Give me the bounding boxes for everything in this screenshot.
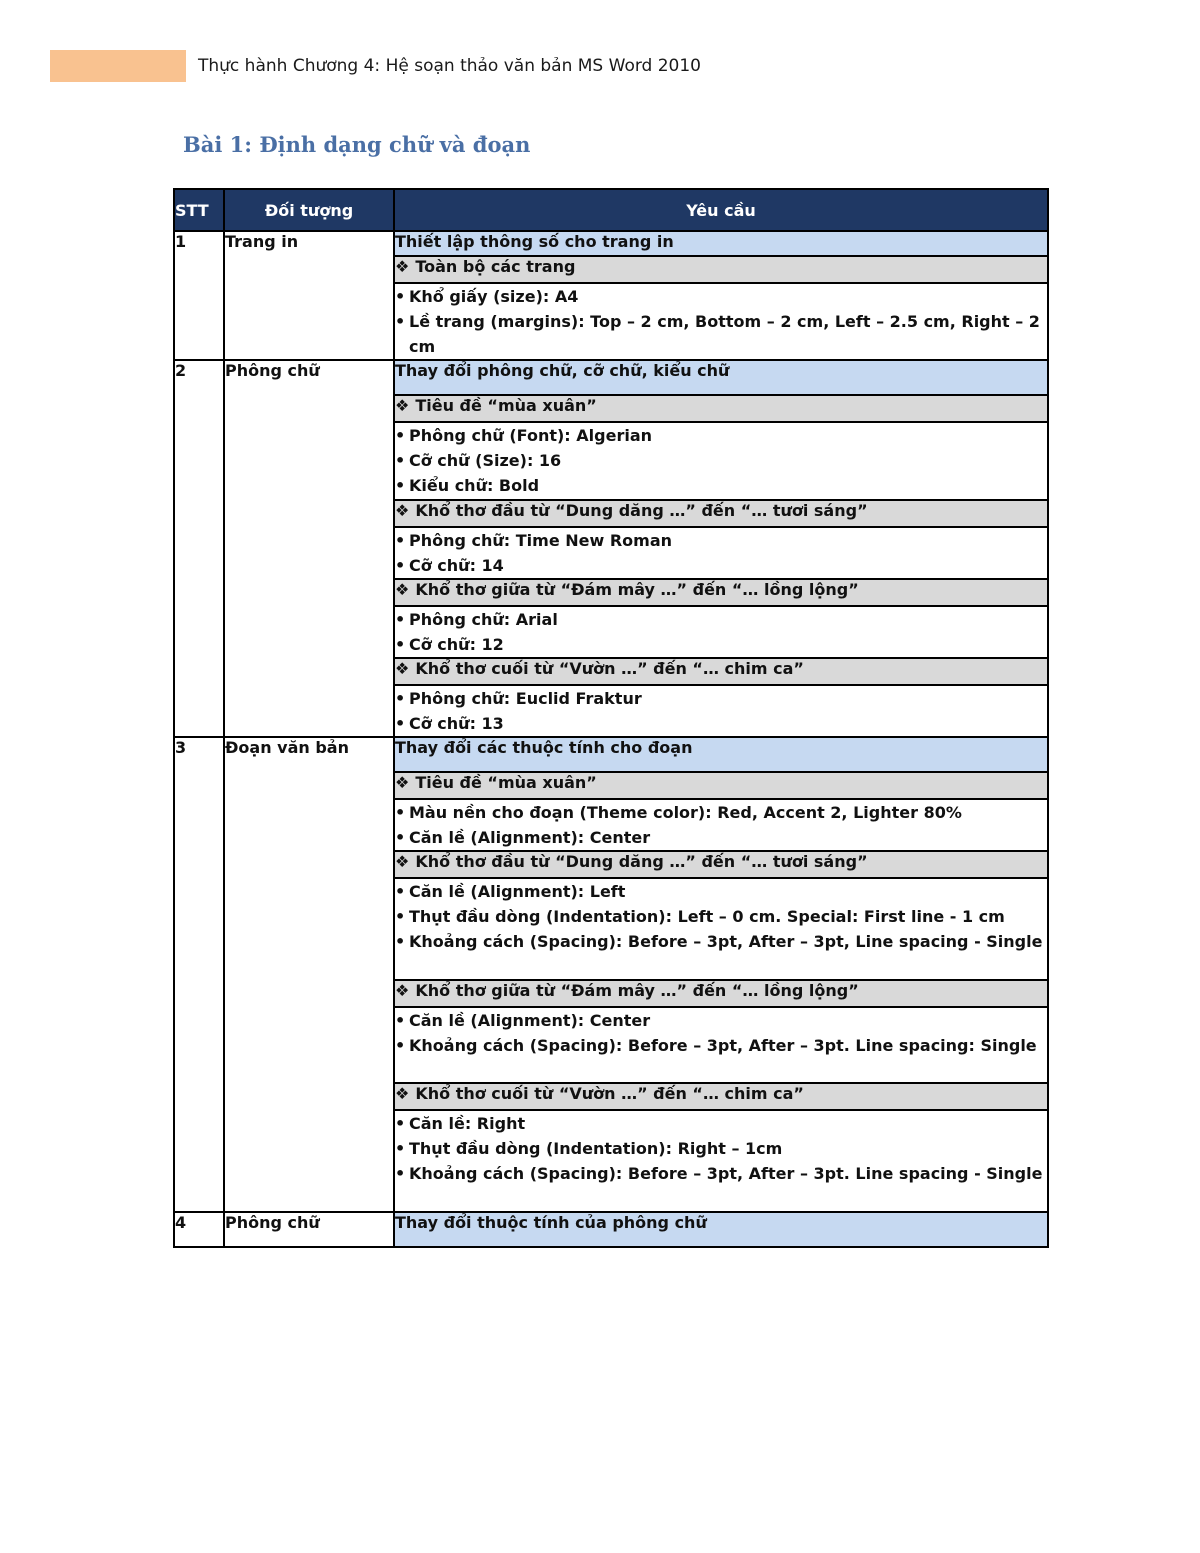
list-item: • Căn lề (Alignment): Center bbox=[395, 825, 1047, 850]
row-number: 2 bbox=[174, 360, 224, 737]
requirements-table bbox=[173, 188, 1049, 1248]
requirement-group bbox=[394, 772, 1048, 799]
column-header-stt: STT bbox=[174, 189, 224, 231]
list-item: • Phông chữ (Font): Algerian bbox=[395, 423, 1047, 448]
requirement-group bbox=[394, 579, 1048, 606]
diamond-bullet-icon: ❖ bbox=[395, 257, 410, 276]
row-number: 3 bbox=[174, 737, 224, 1212]
requirement-group-title: Khổ thơ cuối từ “Vườn …” đến “… chim ca” bbox=[415, 1084, 804, 1103]
table-header-row bbox=[174, 189, 1048, 231]
list-item: • Cỡ chữ: 13 bbox=[395, 711, 1047, 736]
diamond-bullet-icon: ❖ bbox=[395, 501, 410, 520]
diamond-bullet-icon: ❖ bbox=[395, 1084, 410, 1103]
row-number: 4 bbox=[174, 1212, 224, 1247]
table-body bbox=[174, 231, 1048, 1247]
requirement-list bbox=[395, 800, 1047, 850]
list-item: • Căn lề: Right bbox=[395, 1111, 1047, 1136]
list-item: • Căn lề (Alignment): Left bbox=[395, 879, 1047, 904]
table-row bbox=[174, 231, 1048, 256]
requirement-details bbox=[394, 527, 1048, 579]
requirement-details bbox=[394, 606, 1048, 658]
requirement-group-title: Khổ thơ cuối từ “Vườn …” đến “… chim ca” bbox=[415, 659, 804, 678]
requirement-list bbox=[395, 423, 1047, 498]
list-item: • Màu nền cho đoạn (Theme color): Red, Accent 2, Lighter 80% bbox=[395, 800, 1047, 825]
requirement-group-title: Khổ thơ giữa từ “Đám mây …” đến “… lồng lộng” bbox=[415, 580, 859, 599]
exercise-title: Bài 1: Định dạng chữ và đoạn bbox=[183, 132, 531, 157]
requirement-group-title: Tiêu đề “mùa xuân” bbox=[415, 773, 597, 792]
list-item: • Khoảng cách (Spacing): Before – 3pt, After – 3pt. Line spacing: Single bbox=[395, 1033, 1047, 1058]
column-header-object: Đối tượng bbox=[224, 189, 394, 231]
requirement-group bbox=[394, 980, 1048, 1007]
row-object: Phông chữ bbox=[224, 1212, 394, 1247]
diamond-bullet-icon: ❖ bbox=[395, 396, 410, 415]
requirement-heading: Thay đổi các thuộc tính cho đoạn bbox=[394, 737, 1048, 772]
diamond-bullet-icon: ❖ bbox=[395, 773, 410, 792]
table-row bbox=[174, 360, 1048, 395]
list-item: • Cỡ chữ: 14 bbox=[395, 553, 1047, 578]
diamond-bullet-icon: ❖ bbox=[395, 580, 410, 599]
requirement-list bbox=[395, 1111, 1047, 1186]
requirement-group bbox=[394, 256, 1048, 283]
list-item: • Kiểu chữ: Bold bbox=[395, 473, 1047, 498]
requirement-group-title: Khổ thơ đầu từ “Dung dăng …” đến “… tươi sáng” bbox=[415, 501, 868, 520]
requirement-details bbox=[394, 1007, 1048, 1083]
column-header-requirement: Yêu cầu bbox=[394, 189, 1048, 231]
list-item: • Thụt đầu dòng (Indentation): Left – 0 cm. Special: First line - 1 cm bbox=[395, 904, 1047, 929]
list-item: • Thụt đầu dòng (Indentation): Right – 1cm bbox=[395, 1136, 1047, 1161]
requirement-group-title: Tiêu đề “mùa xuân” bbox=[415, 396, 597, 415]
requirement-list bbox=[395, 686, 1047, 736]
requirement-group-title: Toàn bộ các trang bbox=[415, 257, 576, 276]
requirement-heading: Thiết lập thông số cho trang in bbox=[394, 231, 1048, 256]
list-item: • Phông chữ: Euclid Fraktur bbox=[395, 686, 1047, 711]
requirement-details bbox=[394, 1110, 1048, 1212]
diamond-bullet-icon: ❖ bbox=[395, 981, 410, 1000]
row-object: Trang in bbox=[224, 231, 394, 360]
list-item: • Cỡ chữ (Size): 16 bbox=[395, 448, 1047, 473]
table-row bbox=[174, 737, 1048, 772]
list-item: • Căn lề (Alignment): Center bbox=[395, 1008, 1047, 1033]
requirement-details bbox=[394, 422, 1048, 500]
diamond-bullet-icon: ❖ bbox=[395, 659, 410, 678]
requirement-heading: Thay đổi phông chữ, cỡ chữ, kiểu chữ bbox=[394, 360, 1048, 395]
table-row bbox=[174, 1212, 1048, 1247]
list-item: • Phông chữ: Arial bbox=[395, 607, 1047, 632]
requirement-group bbox=[394, 658, 1048, 685]
requirement-details bbox=[394, 685, 1048, 737]
row-object: Đoạn văn bản bbox=[224, 737, 394, 1212]
list-item: • Khoảng cách (Spacing): Before – 3pt, After – 3pt. Line spacing - Single bbox=[395, 1161, 1047, 1186]
list-item: • Phông chữ: Time New Roman bbox=[395, 528, 1047, 553]
requirement-list bbox=[395, 1008, 1047, 1058]
page-header: Thực hành Chương 4: Hệ soạn thảo văn bản MS Word 2010 bbox=[198, 56, 701, 76]
list-item: • Khoảng cách (Spacing): Before – 3pt, After – 3pt, Line spacing - Single bbox=[395, 929, 1047, 954]
list-item: • Cỡ chữ: 12 bbox=[395, 632, 1047, 657]
requirement-group bbox=[394, 395, 1048, 422]
row-object: Phông chữ bbox=[224, 360, 394, 737]
requirement-list bbox=[395, 879, 1047, 954]
requirement-list bbox=[395, 607, 1047, 657]
requirement-group bbox=[394, 500, 1048, 527]
requirement-details bbox=[394, 878, 1048, 980]
requirement-group-title: Khổ thơ giữa từ “Đám mây …” đến “… lồng lộng” bbox=[415, 981, 859, 1000]
requirement-group-title: Khổ thơ đầu từ “Dung dăng …” đến “… tươi sáng” bbox=[415, 852, 868, 871]
diamond-bullet-icon: ❖ bbox=[395, 852, 410, 871]
row-number: 1 bbox=[174, 231, 224, 360]
requirement-list bbox=[395, 284, 1047, 359]
requirement-group bbox=[394, 851, 1048, 878]
requirement-heading: Thay đổi thuộc tính của phông chữ bbox=[394, 1212, 1048, 1247]
requirement-details bbox=[394, 799, 1048, 851]
requirement-list bbox=[395, 528, 1047, 578]
list-item: • Khổ giấy (size): A4 bbox=[395, 284, 1047, 309]
list-item: • Lề trang (margins): Top – 2 cm, Bottom – 2 cm, Left – 2.5 cm, Right – 2 cm bbox=[395, 309, 1047, 359]
requirement-group bbox=[394, 1083, 1048, 1110]
requirement-details bbox=[394, 283, 1048, 360]
header-accent-bar bbox=[50, 50, 186, 82]
